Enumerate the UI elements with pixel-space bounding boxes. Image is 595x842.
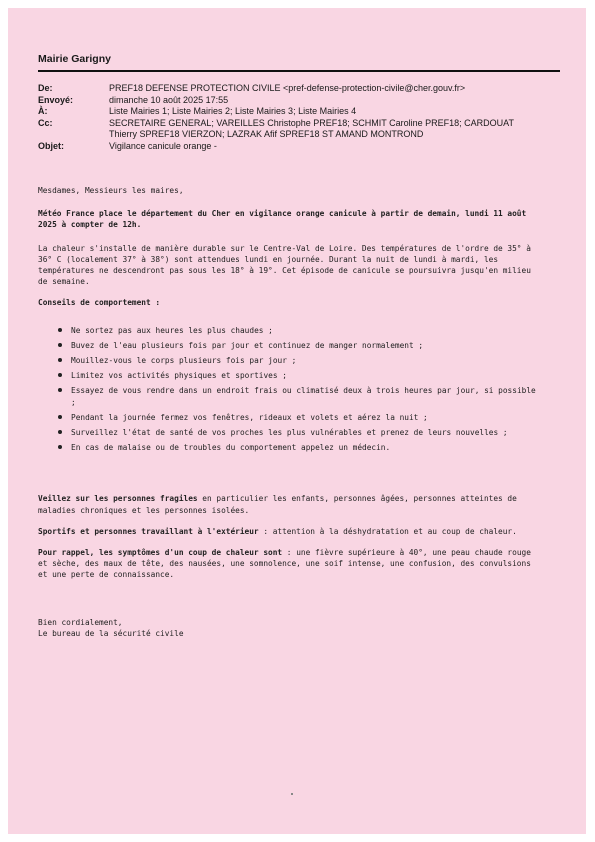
scan-speck: [291, 793, 293, 795]
greeting: Mesdames, Messieurs les maires,: [38, 186, 184, 195]
email-page: [8, 8, 586, 834]
fragile-persons-lead: Veillez sur les personnes fragiles: [38, 494, 198, 504]
organisation-title: Mairie Garigny: [38, 53, 111, 65]
closing: Bien cordialement,: [38, 617, 123, 627]
cc-row: [38, 118, 568, 141]
sent-label: Envoyé:: [38, 94, 74, 105]
symptoms-paragraph: [38, 547, 536, 581]
email-header: [38, 83, 568, 152]
advice-title: Conseils de comportement :: [38, 298, 161, 308]
advice-item: En cas de malaise ou de troubles du comportement appelez un médecin.: [71, 442, 536, 453]
symptoms-lead: Pour rappel, les symptômes d'un coup de chaleur sont: [38, 548, 283, 558]
subject-row: [38, 141, 568, 153]
advice-list: [38, 325, 536, 454]
cc-value: SECRETAIRE GENERAL; VAREILLES Christophe PREF18; SCHMIT Caroline PREF18; CARDOUAT Thierry SPREF18 VIERZON; LAZRAK Afif SPREF18 ST AMAND MONTROND: [109, 117, 514, 139]
subject-label: Objet:: [38, 140, 64, 151]
advice-item: Ne sortez pas aux heures les plus chaudes ;: [71, 325, 536, 336]
advice-item: Pendant la journée fermez vos fenêtres, rideaux et volets et aérez la nuit ;: [71, 412, 536, 423]
sport-paragraph: [38, 526, 536, 537]
to-row: [38, 106, 568, 118]
advice-item: Buvez de l'eau plusieurs fois par jour et continuez de manger normalement ;: [71, 340, 536, 351]
vigilance-alert: Météo France place le département du Cher en vigilance orange canicule à partir de demain, lundi 11 août 2025 à compter de 12h.: [38, 209, 527, 230]
advice-item: Surveillez l'état de santé de vos proches les plus vulnérables et prenez de leurs nouvelles ;: [71, 427, 536, 438]
header-divider: [38, 70, 560, 72]
advice-item: Essayez de vous rendre dans un endroit frais ou climatisé deux à trois heures par jour, si possible ;: [71, 386, 536, 407]
to-label: À:: [38, 106, 48, 116]
subject-value: Vigilance canicule orange -: [109, 140, 217, 151]
sent-row: [38, 95, 568, 107]
advice-item: Limitez vos activités physiques et sportives ;: [71, 370, 536, 381]
fragile-persons-text: en particulier les enfants, personnes âgées, personnes atteintes de maladies chroniques et les personnes isolées.: [38, 494, 517, 515]
email-body: [38, 185, 536, 639]
sport-text: : attention à la déshydratation et au coup de chaleur.: [258, 526, 517, 536]
signature: Le bureau de la sécurité civile: [38, 628, 184, 638]
cc-label: Cc:: [38, 117, 53, 128]
from-label: De:: [38, 83, 53, 93]
sport-lead: Sportifs et personnes travaillant à l'extérieur: [38, 526, 259, 536]
advice-item: Mouillez-vous le corps plusieurs fois par jour ;: [71, 355, 536, 366]
symptoms-text: : une fièvre supérieure à 40°, une peau chaude rouge et sèche, des maux de tête, des nausées, une somnolence, une soif intense, une confusion, des convulsions et une perte de connaissance.: [38, 548, 531, 580]
sent-value: dimanche 10 août 2025 17:55: [109, 94, 229, 105]
fragile-persons-paragraph: [38, 493, 536, 515]
from-value: PREF18 DEFENSE PROTECTION CIVILE <pref-defense-protection-civile@cher.gouv.fr>: [109, 83, 466, 93]
heat-description: La chaleur s'installe de manière durable sur le Centre-Val de Loire. Des températures de l'ordre de 35° à 36° C (localement 37° à 38°) sont attendues lundi en journée. Durant la nuit de lundi à mardi, les températures ne descendront pas sous les 18° à 19°. Cet épisode de canicule se poursuivra jusqu'en milieu de semaine.: [38, 243, 531, 287]
to-value: Liste Mairies 1; Liste Mairies 2; Liste Mairies 3; Liste Mairies 4: [109, 106, 357, 116]
from-row: [38, 83, 568, 95]
